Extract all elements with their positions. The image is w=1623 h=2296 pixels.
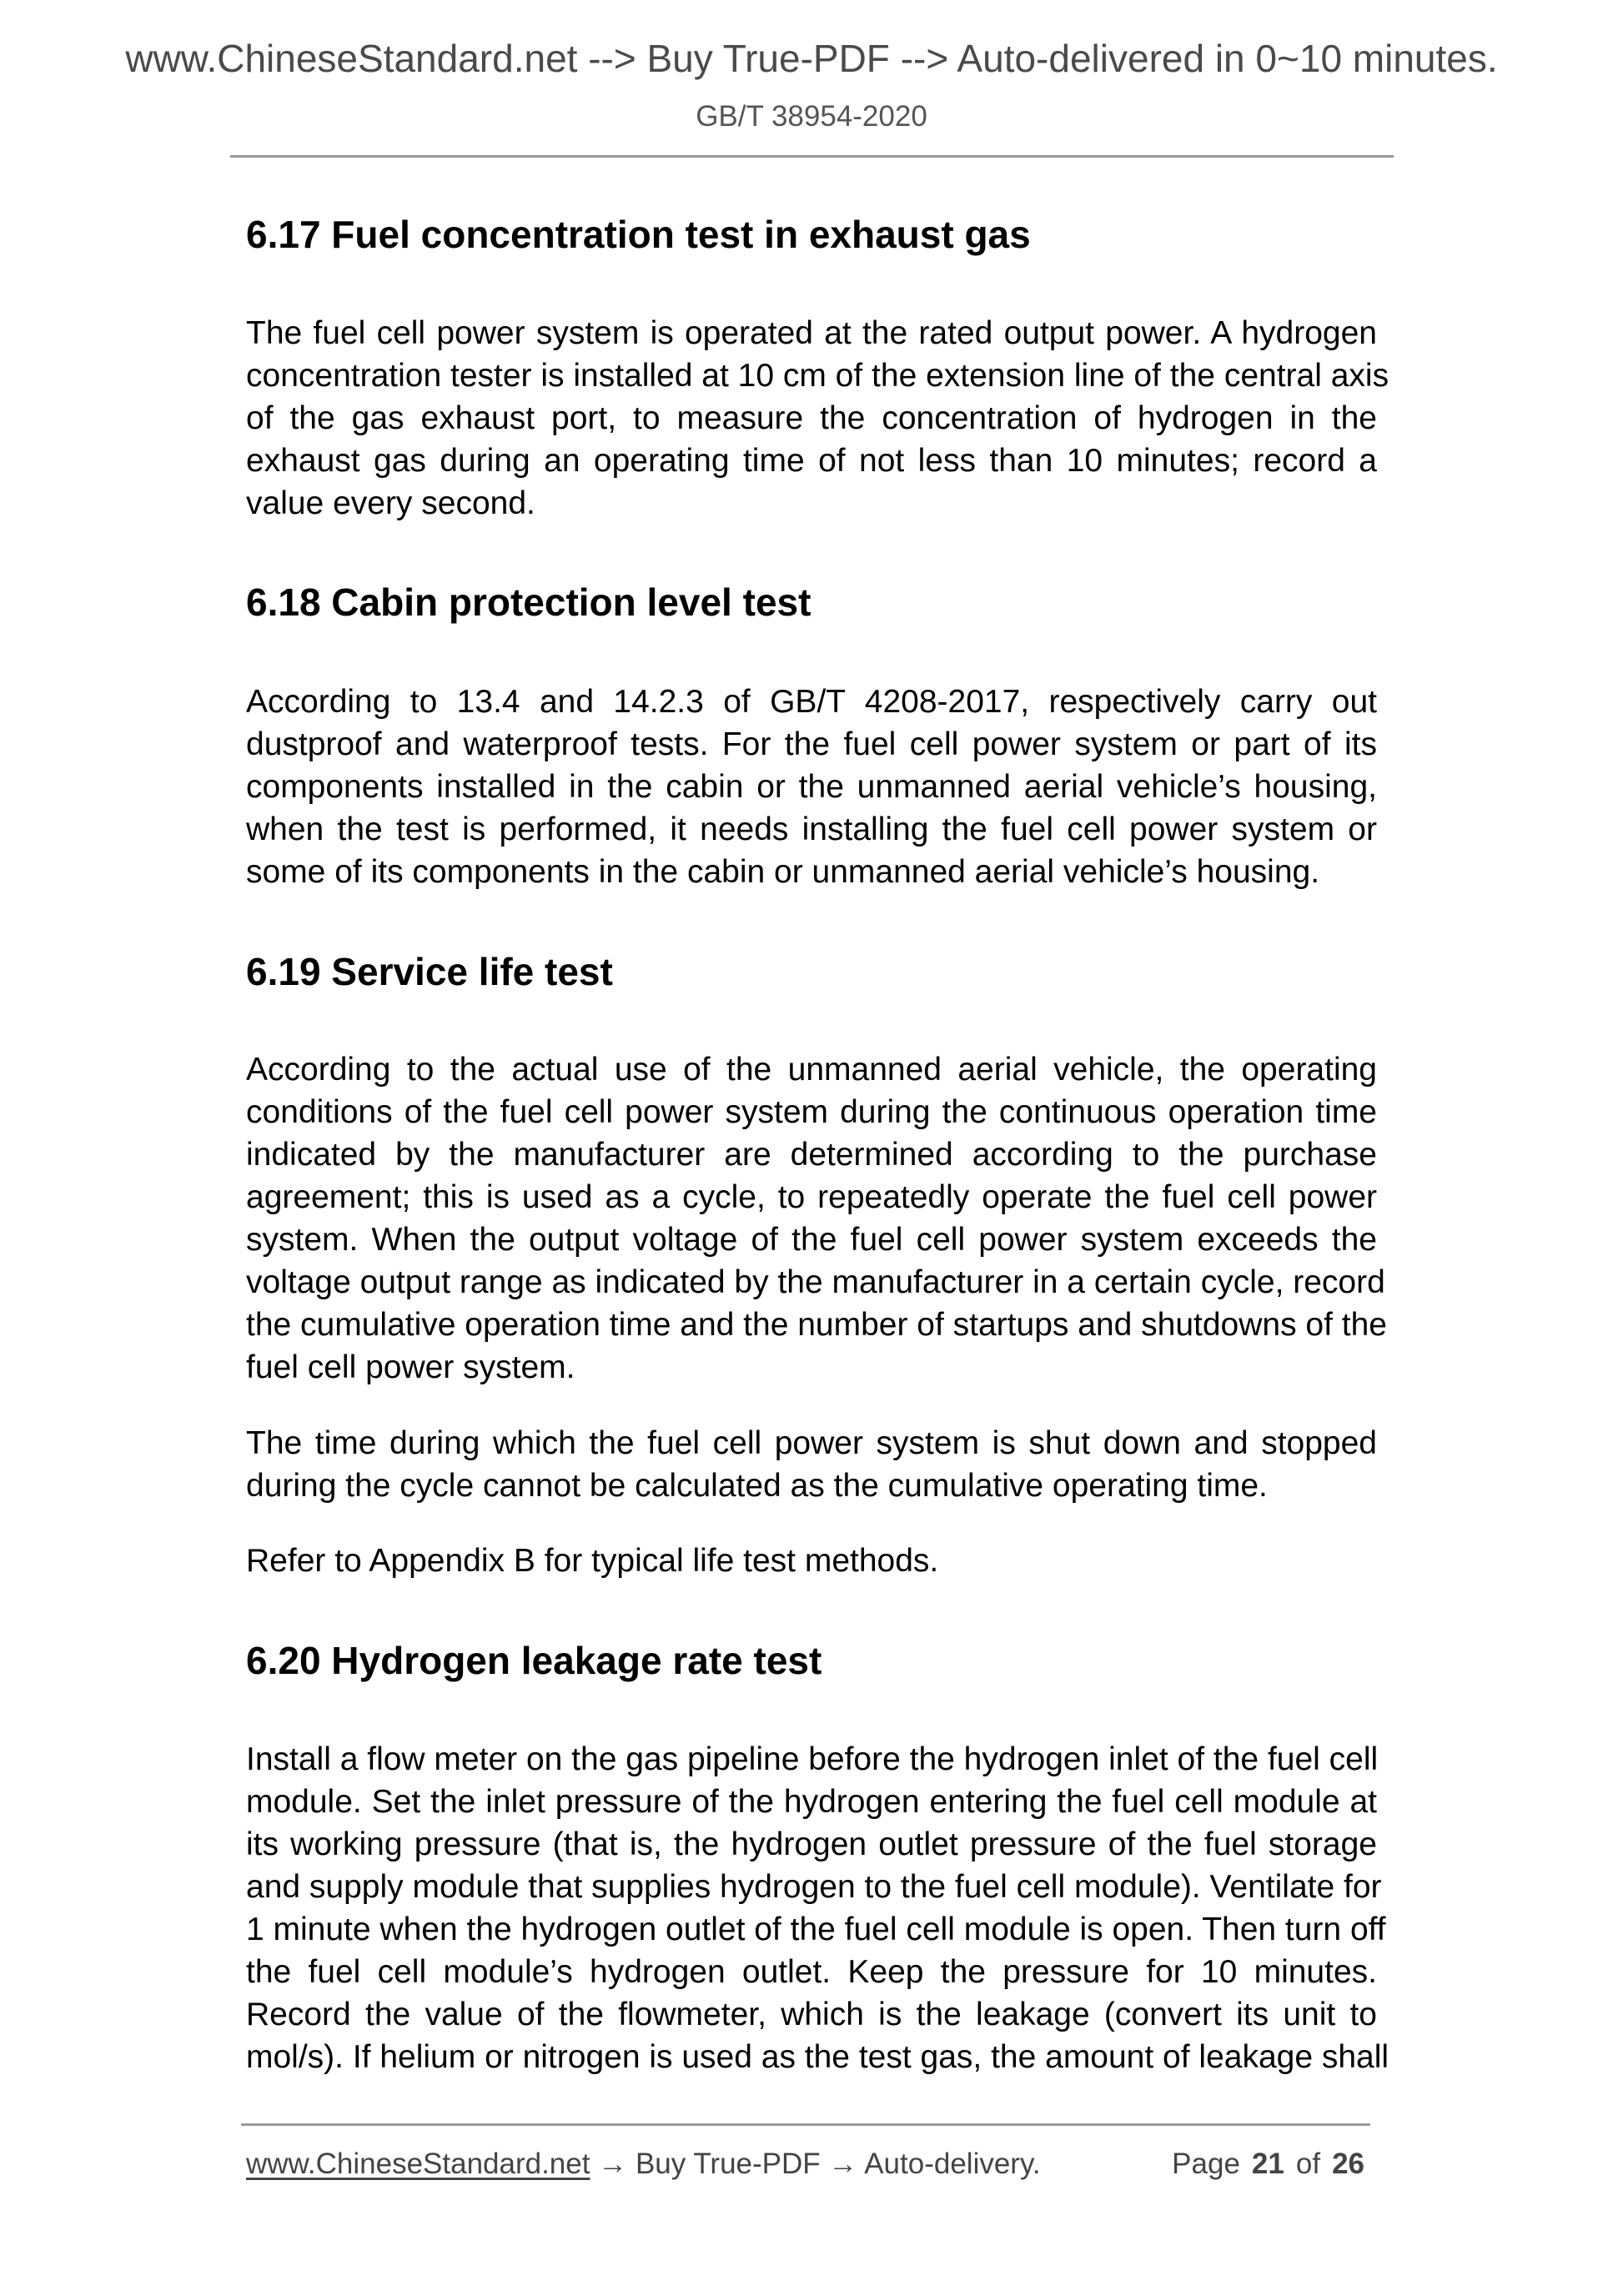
total-pages-number: 26 <box>1332 2148 1364 2180</box>
text-line: Refer to Appendix B for typical life test methods. <box>246 1543 939 1579</box>
text-line: components installed in the cabin or the unmanned aerial vehicle’s housing, <box>246 769 1377 805</box>
text-line: The time during which the fuel cell power system is shut down and stopped <box>246 1425 1377 1461</box>
text-line: some of its components in the cabin or unmanned aerial vehicle’s housing. <box>246 854 1320 890</box>
section-6-17-paragraph <box>246 312 1389 525</box>
text-line: concentration tester is installed at 10 cm of the extension line of the central axis <box>246 358 1389 394</box>
text-line: when the test is performed, it needs installing the fuel cell power system or <box>246 811 1377 847</box>
arrow-right-icon: → <box>828 2148 858 2180</box>
text-line: mol/s). If helium or nitrogen is used as the test gas, the amount of leakage shall <box>246 2039 1389 2075</box>
footer-delivery-text: Auto-delivery. <box>864 2148 1041 2180</box>
page-indicator <box>1172 2146 1364 2183</box>
header-divider <box>230 155 1394 158</box>
text-line: According to 13.4 and 14.2.3 of GB/T 4208-2017, respectively carry out <box>246 684 1377 720</box>
text-line: Record the value of the flowmeter, which is the leakage (convert its unit to <box>246 1997 1377 2032</box>
text-line: indicated by the manufacturer are determined according to the purchase <box>246 1137 1377 1173</box>
section-heading-6-18: 6.18 Cabin protection level test <box>246 580 812 624</box>
text-line: during the cycle cannot be calculated as the cumulative operating time. <box>246 1468 1268 1504</box>
text-line: module. Set the inlet pressure of the hydrogen entering the fuel cell module at <box>246 1784 1377 1820</box>
footer-site-link[interactable]: www.ChineseStandard.net <box>246 2148 590 2180</box>
footer-buy-text: Buy True-PDF <box>635 2148 821 2180</box>
section-6-20-paragraph <box>246 1738 1389 2078</box>
text-line: fuel cell power system. <box>246 1349 575 1385</box>
text-line: agreement; this is used as a cycle, to repeatedly operate the fuel cell power <box>246 1179 1377 1215</box>
section-heading-6-17: 6.17 Fuel concentration test in exhaust gas <box>246 213 1031 256</box>
text-line: dustproof and waterproof tests. For the fuel cell power system or part of its <box>246 726 1377 762</box>
text-line: 1 minute when the hydrogen outlet of the fuel cell module is open. Then turn off <box>246 1912 1386 1947</box>
page-label: Page <box>1172 2148 1240 2180</box>
text-line: the cumulative operation time and the number of startups and shutdowns of the <box>246 1307 1387 1343</box>
page-footer <box>246 2146 1364 2183</box>
footer-divider <box>241 2123 1370 2126</box>
text-line: of the gas exhaust port, to measure the concentration of hydrogen in the <box>246 400 1377 436</box>
text-line: and supply module that supplies hydrogen to the fuel cell module). Ventilate for <box>246 1869 1382 1905</box>
header-banner: www.ChineseStandard.net --> Buy True-PDF --> Auto-delivered in 0~10 minutes. <box>125 37 1498 80</box>
section-6-19-paragraph-1 <box>246 1048 1387 1389</box>
section-6-19-paragraph-3 <box>246 1540 1377 1582</box>
text-line: system. When the output voltage of the fuel cell power system exceeds the <box>246 1222 1377 1258</box>
section-6-18-paragraph <box>246 681 1377 893</box>
text-line: the fuel cell module’s hydrogen outlet. Keep the pressure for 10 minutes. <box>246 1954 1377 1990</box>
section-heading-6-19: 6.19 Service life test <box>246 950 613 993</box>
current-page-number: 21 <box>1251 2148 1284 2180</box>
of-label: of <box>1295 2148 1321 2180</box>
text-line: value every second. <box>246 485 535 521</box>
text-line: The fuel cell power system is operated at the rated output power. A hydrogen <box>246 315 1377 351</box>
text-line: Install a flow meter on the gas pipeline before the hydrogen inlet of the fuel cell <box>246 1741 1379 1777</box>
text-line: conditions of the fuel cell power system during the continuous operation time <box>246 1094 1377 1130</box>
text-line: voltage output range as indicated by the manufacturer in a certain cycle, record <box>246 1264 1385 1300</box>
text-line: exhaust gas during an operating time of not less than 10 minutes; record a <box>246 443 1377 479</box>
section-heading-6-20: 6.20 Hydrogen leakage rate test <box>246 1639 822 1682</box>
arrow-right-icon: → <box>598 2148 628 2180</box>
standard-code: GB/T 38954-2020 <box>696 100 927 133</box>
section-6-19-paragraph-2 <box>246 1422 1377 1507</box>
text-line: According to the actual use of the unmanned aerial vehicle, the operating <box>246 1052 1377 1088</box>
text-line: its working pressure (that is, the hydrogen outlet pressure of the fuel storage <box>246 1826 1377 1862</box>
